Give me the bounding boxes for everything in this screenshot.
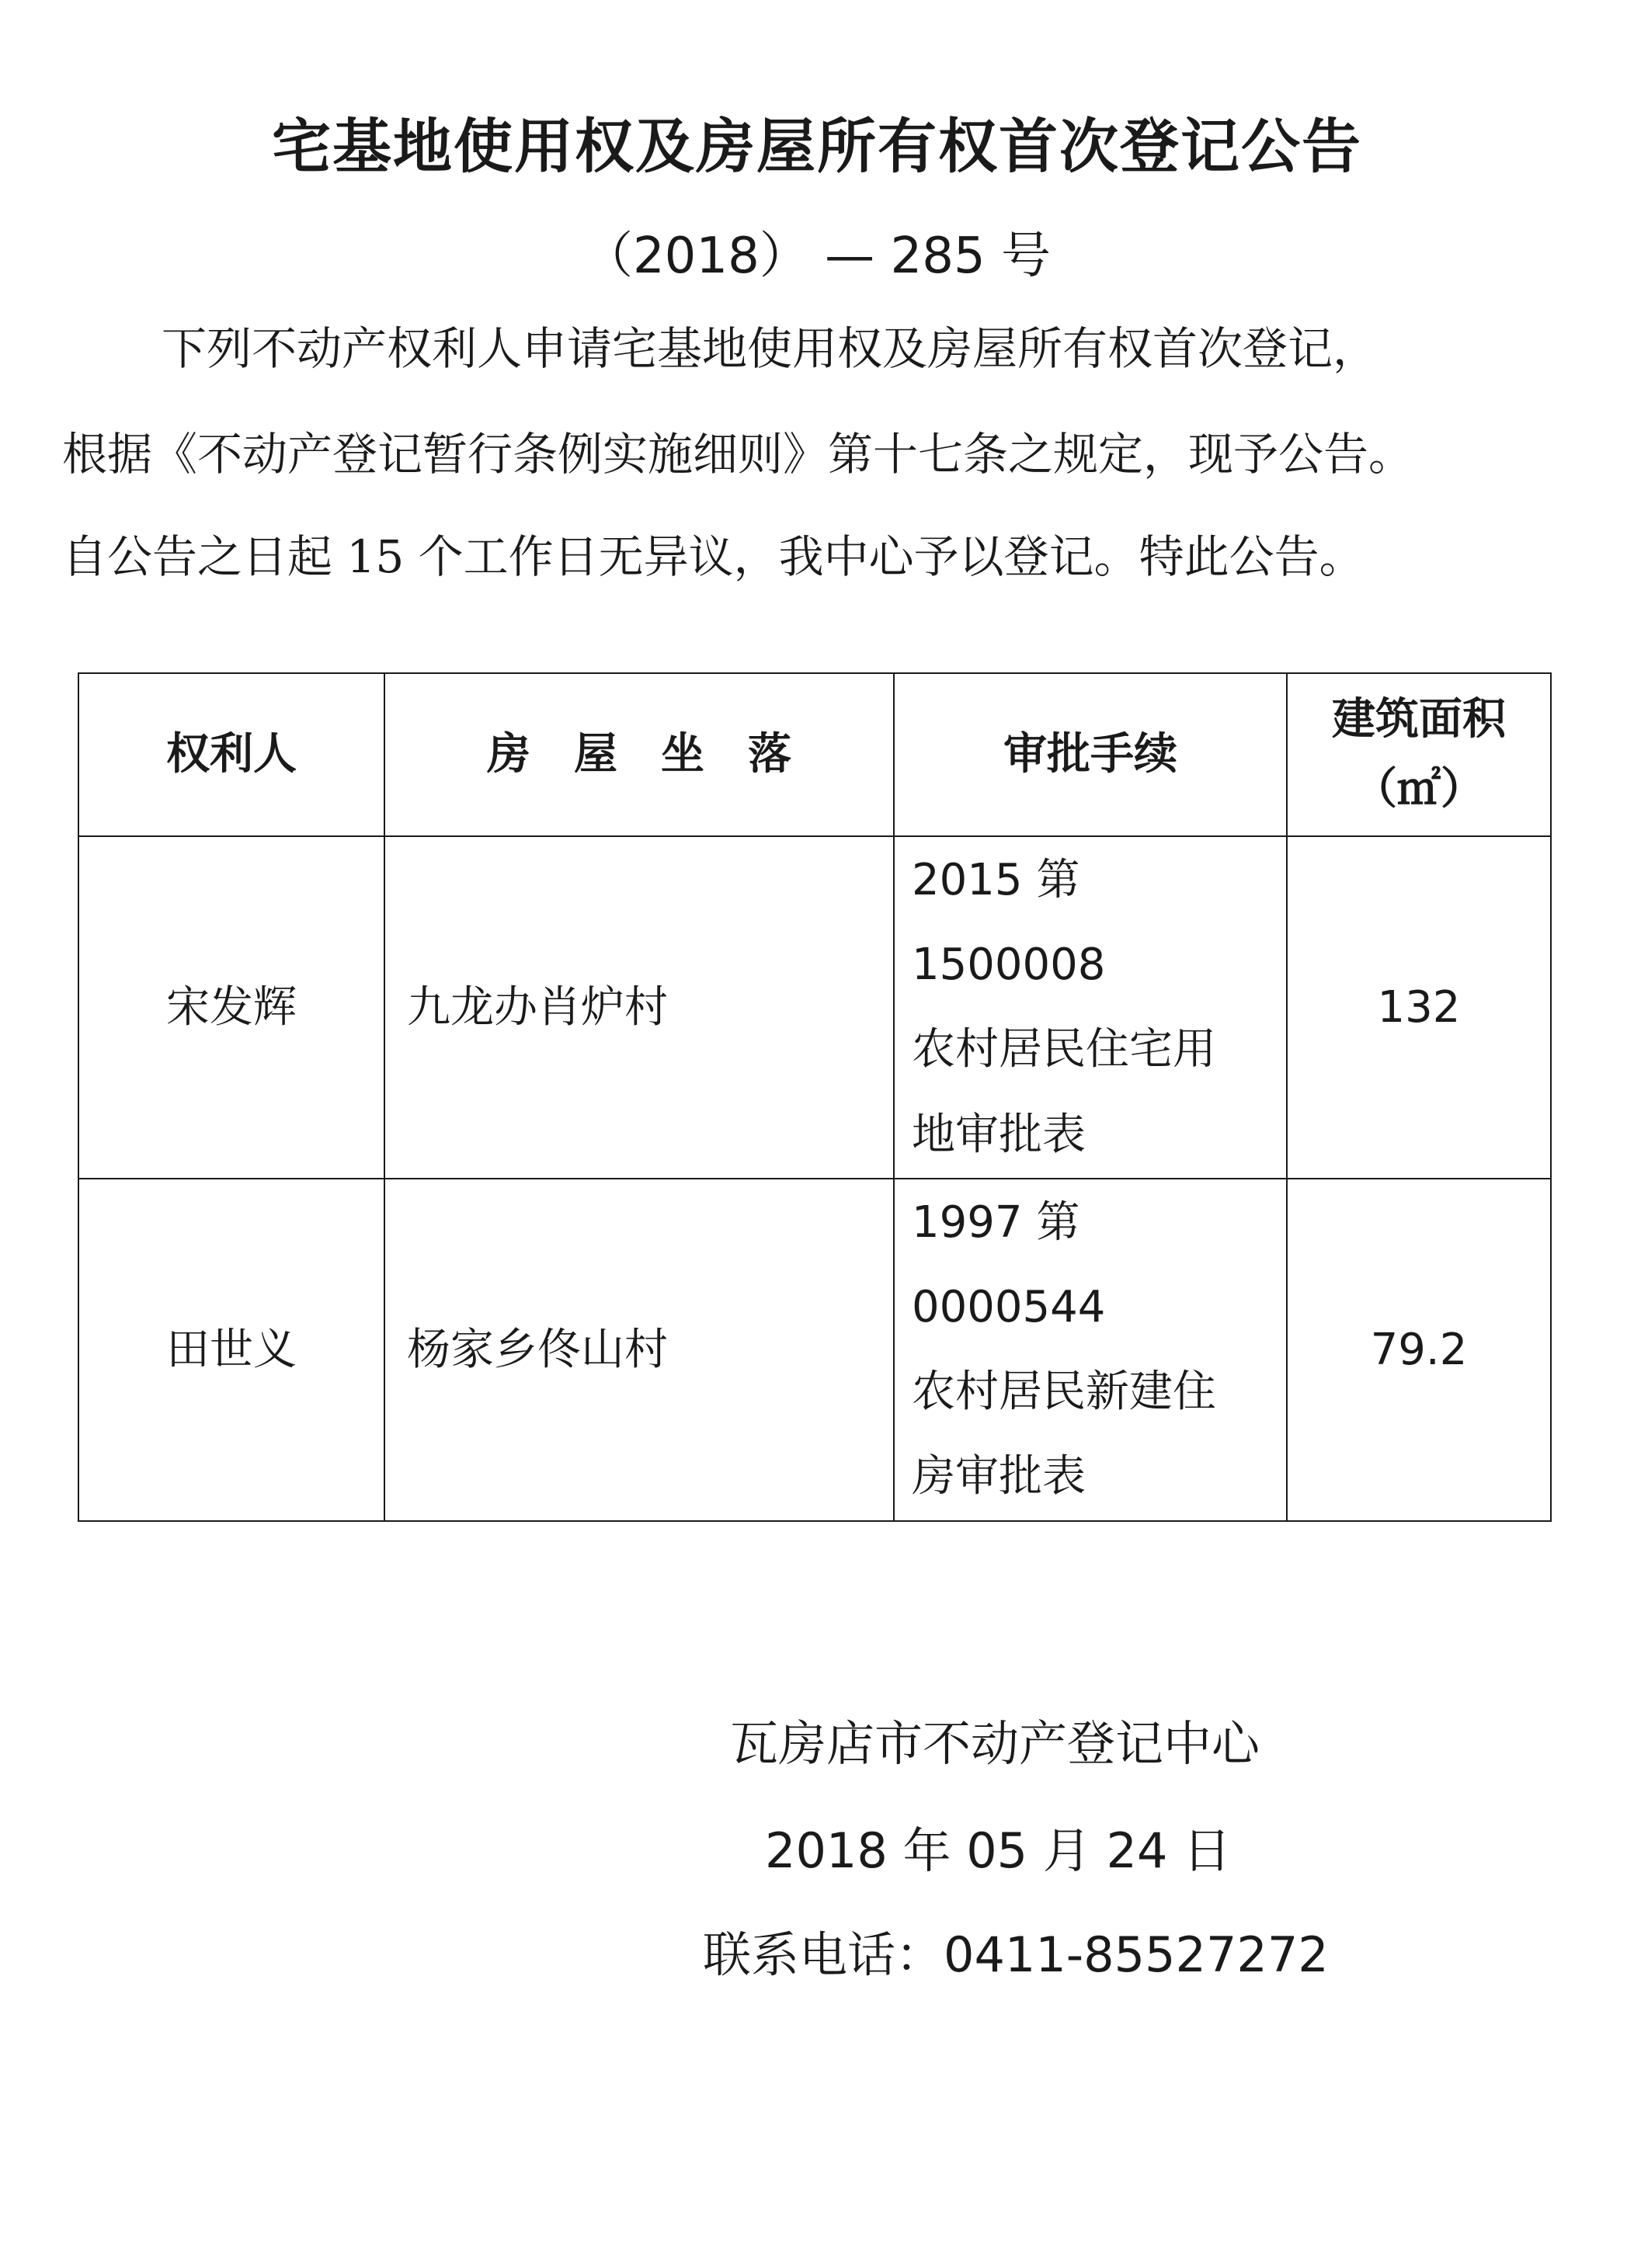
cell-area: 132 xyxy=(1287,836,1551,1179)
cell-holder: 宋发辉 xyxy=(78,836,384,1179)
header-area xyxy=(1287,673,1551,836)
header-area-label: 建筑面积 xyxy=(1332,694,1506,745)
header-holder: 权利人 xyxy=(78,673,384,836)
cell-approval: 2015 第 1500008 农村居民住宅用 地审批表 xyxy=(894,836,1287,1179)
cell-location: 杨家乡佟山村 xyxy=(384,1179,894,1521)
cell-location: 九龙办肖炉村 xyxy=(384,836,894,1179)
header-approval: 审批手续 xyxy=(894,673,1287,836)
document-number: （2018） — 285 号 xyxy=(582,227,1052,285)
body-paragraph-line-1: 下列不动产权利人申请宅基地使用权及房屋所有权首次登记， xyxy=(162,322,1378,375)
cell-holder: 田世义 xyxy=(78,1179,384,1521)
page-title: 宅基地使用权及房屋所有权首次登记公告 xyxy=(272,112,1362,181)
body-paragraph-line-3: 自公告之日起 15 个工作日无异议，我中心予以登记。特此公告。 xyxy=(62,530,1365,583)
cell-approval: 1997 第 0000544 农村居民新建住 房审批表 xyxy=(894,1179,1287,1521)
header-location xyxy=(384,673,894,836)
issuing-organization: 瓦房店市不动产登记中心 xyxy=(730,1715,1260,1772)
header-area-unit: （㎡） xyxy=(1354,764,1484,814)
contact-phone: 联系电话：0411-85527272 xyxy=(703,1926,1329,1983)
table-header-row xyxy=(78,673,1551,836)
registration-table xyxy=(78,672,1552,1522)
issue-date: 2018 年 05 月 24 日 xyxy=(765,1822,1232,1879)
header-location-label: 房屋坐落 xyxy=(487,729,835,780)
cell-area: 79.2 xyxy=(1287,1179,1551,1521)
table-row xyxy=(78,1179,1551,1521)
body-paragraph-line-2: 根据《不动产登记暂行条例实施细则》第十七条之规定，现予公告。 xyxy=(62,428,1414,481)
table-row xyxy=(78,836,1551,1179)
